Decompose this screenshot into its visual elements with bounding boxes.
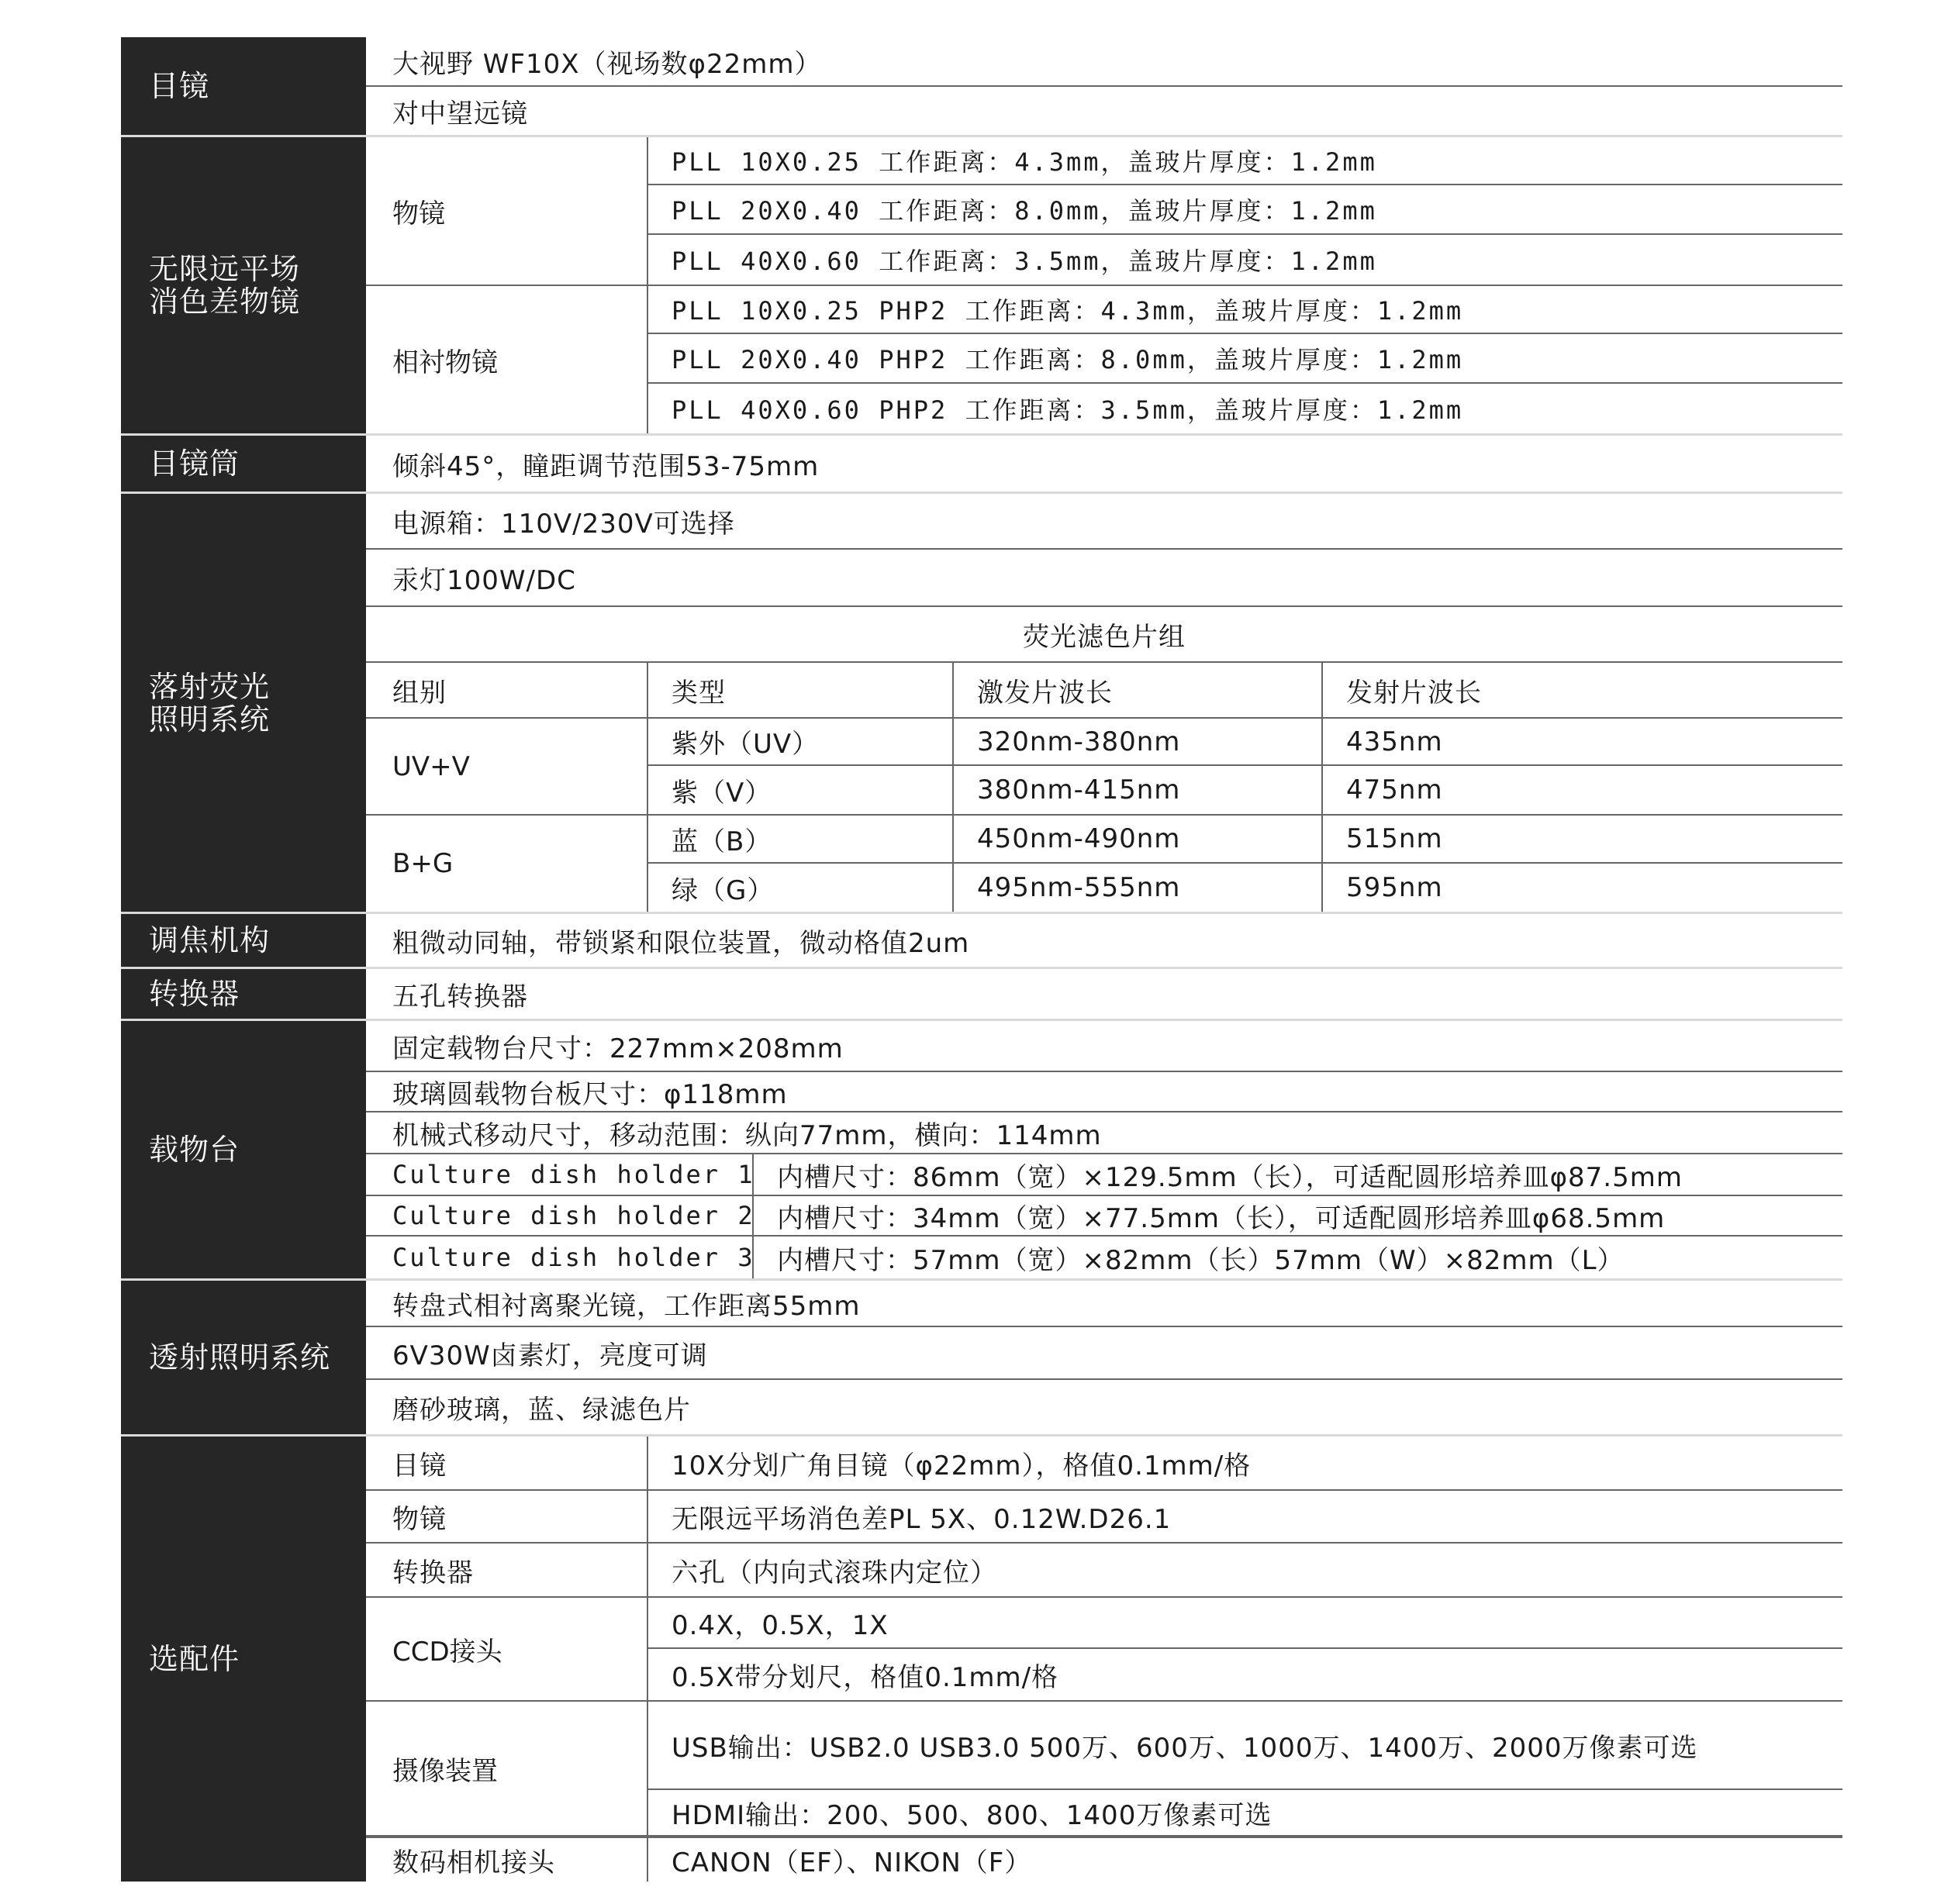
holder-row xyxy=(366,1196,1842,1237)
excitation-wavelength: 450nm-490nm xyxy=(954,816,1323,862)
spec-row xyxy=(366,1072,1842,1112)
holder-row xyxy=(366,1154,1842,1196)
spec-value: 倾斜45°，瞳距调节范围53-75mm xyxy=(392,450,820,482)
spec-row xyxy=(366,550,1842,607)
holder-name: Culture dish holder 2 xyxy=(366,1196,754,1235)
spec-value: 6V30W卤素灯，亮度可调 xyxy=(392,1340,708,1371)
option-row xyxy=(648,1790,1842,1835)
section-label: 选配件 xyxy=(121,1437,366,1882)
header-cell: 组别 xyxy=(366,663,648,717)
option-row xyxy=(366,1837,1842,1882)
option-row xyxy=(648,1598,1842,1649)
filter-group xyxy=(366,816,1842,912)
section-options xyxy=(121,1437,1842,1882)
spec-value: 磨砂玻璃，蓝、绿滤色片 xyxy=(392,1394,691,1426)
spec-row xyxy=(648,384,1842,433)
spec-value: 粗微动同轴，带锁紧和限位装置，微动格值2um xyxy=(392,927,970,959)
excitation-wavelength: 495nm-555nm xyxy=(954,864,1323,912)
spec-row xyxy=(366,87,1842,135)
section-eyepiece xyxy=(121,37,1842,137)
section-label: 无限远平场 消色差物镜 xyxy=(121,137,366,433)
emission-wavelength: 475nm xyxy=(1346,774,1443,805)
option-value: USB输出：USB2.0 USB3.0 500万、600万、1000万、1400万、2000万像素可选 xyxy=(672,1732,1698,1764)
spec-value: 机械式移动尺寸，移动范围：纵向77mm，横向：114mm xyxy=(392,1119,1102,1151)
filter-title-row xyxy=(366,607,1842,663)
option-row xyxy=(366,1491,1842,1544)
section-focus xyxy=(121,914,1842,969)
header-cell: 激发片波长 xyxy=(954,663,1323,717)
option-value: 0.4X，0.5X，1X xyxy=(672,1609,889,1641)
spec-value: PLL 10X0.25 PHP2 工作距离：4.3mm，盖玻片厚度：1.2mm xyxy=(672,296,1464,326)
holder-name: Culture dish holder 3 xyxy=(366,1237,754,1278)
spec-value: 汞灯100W/DC xyxy=(392,564,576,596)
option-value: HDMI输出：200、500、800、1400万像素可选 xyxy=(672,1799,1272,1831)
option-name: 数码相机接头 xyxy=(366,1838,648,1882)
spec-value: 电源箱：110V/230V可选择 xyxy=(392,508,735,540)
section-objectives xyxy=(121,137,1842,436)
section-label: 转换器 xyxy=(121,969,366,1019)
spec-value: 固定载物台尺寸：227mm×208mm xyxy=(392,1033,844,1064)
spec-row xyxy=(366,37,1842,87)
spec-value: PLL 40X0.60 工作距离：3.5mm，盖玻片厚度：1.2mm xyxy=(672,247,1377,276)
section-epi-illumination xyxy=(121,494,1842,914)
filter-header-row xyxy=(366,663,1842,719)
spec-row xyxy=(366,1021,1842,1072)
option-name: CCD接头 xyxy=(366,1598,648,1700)
spec-row xyxy=(366,1281,1842,1327)
spec-row xyxy=(366,1380,1842,1434)
spec-value: 五孔转换器 xyxy=(392,981,528,1012)
section-label: 载物台 xyxy=(121,1021,366,1278)
group-label: B+G xyxy=(366,816,648,912)
objective-group xyxy=(366,286,1842,433)
spec-value: 大视野 WF10X（视场数φ22mm） xyxy=(392,48,822,80)
section-label: 透射照明系统 xyxy=(121,1281,366,1434)
spec-row xyxy=(366,436,1842,492)
section-label: 目镜 xyxy=(121,37,366,135)
filter-type: 绿（G） xyxy=(648,864,954,912)
section-nosepiece xyxy=(121,969,1842,1021)
filter-type: 蓝（B） xyxy=(648,816,954,862)
section-stage xyxy=(121,1021,1842,1281)
spec-table xyxy=(121,37,1842,1882)
excitation-wavelength: 320nm-380nm xyxy=(954,719,1323,764)
header-cell: 发射片波长 xyxy=(1346,677,1482,709)
emission-wavelength: 595nm xyxy=(1346,872,1443,903)
spec-value: 转盘式相衬离聚光镜，工作距离55mm xyxy=(392,1290,861,1322)
section-transmitted-illumination xyxy=(121,1281,1842,1437)
spec-row xyxy=(648,235,1842,285)
option-name: 摄像装置 xyxy=(366,1702,648,1835)
spec-row xyxy=(648,286,1842,334)
filter-type: 紫（V） xyxy=(648,766,954,814)
spec-row xyxy=(648,185,1842,235)
holder-value: 内槽尺寸：34mm（宽）×77.5mm（长），可适配圆形培养皿φ68.5mm xyxy=(777,1202,1666,1234)
option-value: 无限远平场消色差PL 5X、0.12W.D26.1 xyxy=(672,1503,1172,1535)
spec-row xyxy=(648,137,1842,185)
option-name: 目镜 xyxy=(366,1437,648,1489)
section-label: 目镜筒 xyxy=(121,436,366,492)
filter-row xyxy=(648,816,1842,864)
option-row xyxy=(648,1649,1842,1700)
spec-row xyxy=(366,1112,1842,1154)
emission-wavelength: 515nm xyxy=(1346,823,1443,854)
emission-wavelength: 435nm xyxy=(1346,726,1443,757)
option-value: CANON（EF）、NIKON（F） xyxy=(672,1847,1032,1878)
section-tube xyxy=(121,436,1842,494)
excitation-wavelength: 380nm-415nm xyxy=(954,766,1323,814)
option-value: 10X分划广角目镜（φ22mm），格值0.1mm/格 xyxy=(672,1450,1252,1481)
filter-title: 荧光滤色片组 xyxy=(1023,621,1186,653)
option-row xyxy=(366,1437,1842,1491)
spec-row xyxy=(366,969,1842,1019)
group-label: UV+V xyxy=(366,719,648,814)
option-value: 0.5X带分划尺，格值0.1mm/格 xyxy=(672,1661,1059,1693)
holder-value: 内槽尺寸：86mm（宽）×129.5mm（长），可适配圆形培养皿φ87.5mm xyxy=(777,1161,1683,1193)
option-value: 六孔（内向式滚珠内定位） xyxy=(672,1557,997,1588)
filter-row xyxy=(648,719,1842,766)
header-cell: 类型 xyxy=(648,663,954,717)
spec-row xyxy=(648,334,1842,384)
holder-value: 内槽尺寸：57mm（宽）×82mm（长）57mm（W）×82mm（L） xyxy=(777,1244,1625,1276)
spec-value: 玻璃圆载物台板尺寸：φ118mm xyxy=(392,1078,788,1110)
option-group xyxy=(366,1702,1842,1837)
spec-row xyxy=(366,914,1842,967)
spec-value: PLL 20X0.40 工作距离：8.0mm，盖玻片厚度：1.2mm xyxy=(672,196,1377,226)
spec-value: PLL 20X0.40 PHP2 工作距离：8.0mm，盖玻片厚度：1.2mm xyxy=(672,345,1464,374)
option-row xyxy=(366,1544,1842,1598)
option-row xyxy=(648,1702,1842,1790)
option-group xyxy=(366,1598,1842,1702)
group-label: 相衬物镜 xyxy=(366,286,648,433)
option-name: 物镜 xyxy=(366,1491,648,1542)
spec-value: 对中望远镜 xyxy=(392,98,528,129)
holder-name: Culture dish holder 1 xyxy=(366,1154,754,1195)
filter-row xyxy=(648,766,1842,814)
option-name: 转换器 xyxy=(366,1544,648,1596)
spec-value: PLL 10X0.25 工作距离：4.3mm，盖玻片厚度：1.2mm xyxy=(672,147,1377,177)
group-label: 物镜 xyxy=(366,137,648,285)
objective-group xyxy=(366,137,1842,286)
filter-group xyxy=(366,719,1842,816)
filter-type: 紫外（UV） xyxy=(648,719,954,764)
spec-row xyxy=(366,1327,1842,1380)
section-label: 调焦机构 xyxy=(121,914,366,967)
spec-value: PLL 40X0.60 PHP2 工作距离：3.5mm，盖玻片厚度：1.2mm xyxy=(672,395,1464,425)
spec-row xyxy=(366,494,1842,550)
filter-row xyxy=(648,864,1842,912)
holder-row xyxy=(366,1237,1842,1278)
section-label: 落射荧光 照明系统 xyxy=(121,494,366,912)
